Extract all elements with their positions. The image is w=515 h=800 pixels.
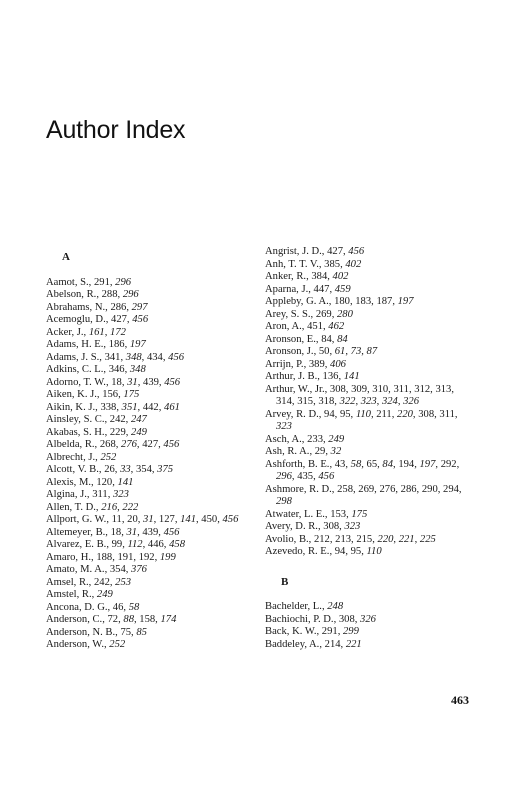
author-name: Acker, J. [46,326,84,338]
page-ref: 249 [131,426,147,438]
page-ref: 308 [338,613,355,625]
page-ref: 313 [435,383,452,395]
page-ref: 459 [334,283,351,295]
author-name: Avery, D. R. [265,521,318,532]
page-ref: 194 [398,458,415,470]
index-entry: Ashforth, B. E., 43, 58, 65, 84, 194, 197, 292, 296, 435, 456 [265,458,460,482]
page-ref: 141 [117,476,134,488]
page-ref: 211 [376,408,392,420]
index-entry: Back, K. W., 291, 299 [265,626,359,637]
index-entry: Alcott, V. B., 26, 33, 354, 375 [46,464,174,475]
author-name: Baddeley, A. [265,638,320,650]
page-ref: 308 [329,383,346,395]
index-entry: Alexis, M., 120, 141 [46,476,134,488]
page-ref: 18 [111,376,122,388]
page-ref: 94 [324,408,335,420]
index-entry: Altemeyer, B., 18, 31, 439, 456 [46,526,180,538]
index-entry: Aron, A., 451, 462 [265,321,345,332]
author-name: Altemeyer, B. [46,526,106,538]
author-name: Acemoglu, D. [46,314,106,325]
page-ref: 183 [355,296,372,307]
page-ref: 292 [440,458,457,470]
page-ref: 456 [318,471,335,482]
page-ref: 296 [276,471,292,482]
page-ref: 222 [122,501,139,513]
page-ref: 338 [100,401,117,413]
author-name: Albrecht, J. [46,451,96,463]
index-entry: Adams, H. E., 186, 197 [46,339,146,350]
author-name: Abrahams, N. [46,301,106,313]
page-ref: 456 [163,439,180,450]
author-name: Ash, R. A. [265,446,310,457]
page-ref: 297 [131,301,148,313]
page-ref: 33 [120,464,131,475]
author-name: Anderson, W. [46,639,104,650]
page-ref: 311 [439,408,455,420]
page-ref: 180 [334,296,350,307]
page-ref: 248 [327,601,344,612]
page-ref: 127 [158,514,175,525]
page-ref: 161 [88,326,105,338]
page-ref: 451 [307,321,323,332]
page-ref: 61 [334,346,346,357]
page-ref: 242 [109,414,126,425]
author-name: Amato, M. A. [46,564,105,575]
index-entry: Allen, T. D., 216, 222 [46,501,139,513]
author-name: Amsel, R. [46,576,89,588]
page-ref: 84 [321,333,332,345]
index-entry: Ashmore, R. D., 258, 269, 276, 286, 290, 294, 298 [265,483,462,507]
index-entry: Abrahams, N., 286, 297 [46,301,148,313]
page-ref: 291 [93,276,110,288]
page-ref: 456 [168,351,185,363]
page-ref: 268 [99,439,116,450]
page-ref: 323 [113,489,129,500]
page-ref: 249 [96,589,113,600]
page-ref: 269 [358,483,375,495]
author-name: Arrijn, P. [265,358,304,370]
page-ref: 221 [398,533,415,545]
page-ref: 456 [163,526,180,538]
index-entry: Amsel, R., 242, 253 [46,576,132,588]
page-ref: 213 [335,533,352,545]
page-ref: 31 [127,376,138,388]
author-name: Arvey, R. D. [265,408,319,420]
page-ref: 84 [337,333,348,345]
author-name: Aron, A. [265,321,302,332]
author-name: Anker, R. [265,271,307,282]
page-ref: 215 [356,533,373,545]
author-name: Back, K. W. [265,626,317,637]
entry-list-a-continued [265,246,470,559]
index-entry: Aikin, K. J., 338, 351, 442, 461 [46,401,180,413]
page-ref: 252 [109,639,126,650]
page-title: Author Index [46,116,186,144]
page-ref: 290 [421,483,438,495]
page-ref: 348 [125,351,142,363]
section-letter-b: B [281,575,289,588]
page-ref: 197 [419,458,436,470]
page-ref: 385 [324,258,341,270]
page-ref: 172 [110,326,126,338]
index-entry: Abelson, R., 288, 296 [46,289,139,300]
page-ref: 112 [127,539,143,550]
page-ref: 310 [372,383,389,395]
page-ref: 402 [345,258,362,270]
page-ref: 324 [381,396,398,407]
page-ref: 192 [138,551,155,563]
page-ref: 323 [360,396,377,407]
author-name: Aronson, J. [265,346,314,357]
page-ref: 351 [121,401,138,413]
page-ref: 233 [307,433,323,445]
index-entry: Adorno, T. W., 18, 31, 439, 456 [46,376,181,388]
page-ref: 58 [350,458,362,470]
index-entry: Bachelder, L., 248 [265,601,344,612]
page-ref: 214 [324,638,341,650]
page-ref: 73 [350,346,362,357]
index-entry: Baddeley, A., 214, 221 [265,638,362,650]
index-entry: Azevedo, R. E., 94, 95, 110 [265,546,382,557]
page-ref: 326 [403,396,420,407]
page-ref: 43 [334,458,346,470]
page-ref: 26 [104,464,115,475]
index-entry: Ash, R. A., 29, 32 [265,446,342,457]
author-name: Bachelder, L. [265,601,322,612]
page-ref: 197 [397,296,414,307]
page-ref: 456 [164,376,181,388]
index-entry: Alvarez, E. B., 99, 112, 446, 458 [46,539,185,550]
author-name: Anh, T. T. V. [265,258,319,270]
index-entry: Amstel, R., 249 [46,589,113,600]
index-entry: Akabas, S. H., 229, 249 [46,426,147,438]
page-ref: 32 [330,446,342,457]
page-ref: 314 [276,396,292,407]
page-ref: 354 [135,464,152,475]
page-ref: 323 [344,521,361,532]
page-ref: 288 [101,289,118,300]
page-ref: 442 [142,401,159,413]
page-ref: 434 [146,351,163,363]
page-ref: 75 [120,626,132,638]
page-ref: 286 [400,483,417,495]
page-ref: 50 [318,346,330,357]
page-ref: 456 [348,246,365,257]
page-ref: 216 [101,501,118,513]
page-ref: 110 [355,408,371,420]
page-ref: 299 [342,626,359,637]
page-ref: 308 [418,408,435,420]
page-ref: 286 [110,301,127,313]
page-ref: 88 [123,614,134,625]
page-ref: 462 [328,321,345,332]
author-name: Adorno, T. W. [46,376,106,388]
page-ref: 249 [328,433,345,445]
index-entry: Arthur, W., Jr., 308, 309, 310, 311, 312, 313, 314, 315, 318, 322, 323, 324, 326 [265,383,454,407]
index-entry: Anh, T. T. V., 385, 402 [265,258,362,270]
page-ref: 252 [100,451,117,463]
page-ref: 323 [276,421,292,432]
page-ref: 94 [334,546,346,557]
page-ref: 225 [419,533,436,545]
page-ref: 296 [115,276,132,288]
page-ref: 31 [126,526,138,538]
index-entry: Bachiochi, P. D., 308, 326 [265,613,376,625]
page-ref: 156 [102,389,119,400]
index-entry: Angrist, J. D., 427, 456 [265,246,365,257]
page-ref: 120 [96,476,113,488]
page-ref: 456 [222,514,239,525]
author-name: Aamot, S. [46,276,89,288]
page-ref: 312 [414,383,431,395]
page-ref: 406 [330,358,346,370]
page-ref: 29 [314,446,326,457]
index-entry: Avolio, B., 212, 213, 215, 220, 221, 225 [265,533,436,545]
author-name: Arthur, J. B. [265,371,318,382]
author-name: Adams, H. E. [46,339,104,350]
author-name: Anderson, C. [46,614,103,625]
page-ref: 427 [327,246,343,257]
page-ref: 315 [297,396,314,407]
author-name: Alcott, V. B. [46,464,99,475]
index-entry: Albrecht, J., 252 [46,451,117,463]
page-ref: 46 [112,601,124,613]
page-ref: 311 [92,489,108,500]
page-ref: 318 [318,396,335,407]
author-name: Bachiochi, P. D. [265,613,334,625]
index-entry: Arthur, J. B., 136, 141 [265,371,360,382]
author-name: Angrist, J. D. [265,246,322,257]
author-name: Alexis, M. [46,476,92,488]
index-entry: Arvey, R. D., 94, 95, 110, 211, 220, 308, 311, 323 [265,408,458,432]
index-entry: Ancona, D. G., 46, 58 [46,601,140,613]
author-name: Abelson, R. [46,289,97,300]
author-name: Arey, S. S. [265,308,311,320]
page-ref: 402 [332,271,349,282]
author-name: Ainsley, S. C. [46,414,105,425]
page-ref: 18 [110,526,122,538]
index-entry: Amaro, H., 188, 191, 192, 199 [46,551,176,563]
page-ref: 458 [169,539,185,550]
author-name: Arthur, W., Jr. [265,383,325,395]
author-name: Allen, T. D. [46,501,96,513]
page-ref: 294 [443,483,459,495]
page-ref: 427 [111,314,127,325]
page-ref: 322 [339,396,356,407]
index-entry: Avery, D. R., 308, 323 [265,521,361,532]
index-entry: Aronson, J., 50, 61, 73, 87 [265,346,378,357]
index-entry: Asch, A., 233, 249 [265,433,345,445]
author-name: Aparna, J. [265,283,309,295]
page-ref: 174 [160,614,177,625]
author-name: Adams, J. S. [46,351,100,363]
page-ref: 175 [351,508,368,520]
page-ref: 188 [96,551,113,563]
page-ref: 456 [132,314,149,325]
page-ref: 439 [143,376,159,388]
page-ref: 95 [350,546,362,557]
page-ref: 72 [107,614,119,625]
page-ref: 136 [322,371,339,382]
page-ref: 354 [109,564,126,575]
index-entry: Aronson, E., 84, 84 [265,333,348,345]
index-entry: Appleby, G. A., 180, 183, 187, 197 [265,296,414,307]
author-name: Aikin, K. J. [46,401,96,413]
page-ref: 348 [129,364,146,375]
page-ref: 446 [147,539,164,550]
index-entry: Arey, S. S., 269, 280 [265,308,353,320]
page-ref: 341 [104,351,121,363]
index-entry: Aiken, K. J., 156, 175 [46,389,140,400]
entry-list-a [46,277,251,652]
page-ref: 221 [345,638,362,650]
page-ref: 447 [313,283,330,295]
page-ref: 435 [297,471,314,482]
author-name: Albelda, R. [46,439,95,450]
index-entry: Amato, M. A., 354, 376 [46,564,147,575]
author-name: Aiken, K. J. [46,389,97,400]
page-ref: 376 [131,564,147,575]
page-ref: 276 [379,483,396,495]
page-ref: 110 [366,546,382,557]
page-ref: 199 [159,551,176,563]
page-ref: 258 [337,483,353,495]
author-name: Ashmore, R. D. [265,483,332,495]
index-entry: Anderson, N. B., 75, 85 [46,626,147,638]
author-name: Ancona, D. G. [46,601,108,613]
index-entry: Acker, J., 161, 172 [46,326,126,338]
section-letter-a: A [62,251,70,263]
page-ref: 375 [157,464,174,475]
page-ref: 276 [121,439,137,450]
page-ref: 141 [180,514,196,525]
page-ref: 197 [129,339,146,350]
author-name: Anderson, N. B. [46,626,116,638]
page-ref: 220 [377,533,394,545]
author-name: Amstel, R. [46,589,92,600]
page-ref: 220 [397,408,413,420]
author-name: Ashforth, B. E. [265,458,330,470]
author-name: Aronson, E. [265,333,316,345]
page-number: 463 [451,693,469,707]
page-ref: 85 [136,626,147,638]
author-name: Azevedo, R. E. [265,546,330,557]
author-name: Algina, J. [46,489,87,500]
page-ref: 309 [351,383,367,395]
page-ref: 280 [337,308,353,320]
index-entry: Acemoglu, D., 427, 456 [46,314,149,325]
page-ref: 58 [128,601,140,613]
page-ref: 326 [360,613,376,625]
index-entry: Aamot, S., 291, 296 [46,276,132,288]
author-name: Appleby, G. A. [265,296,329,307]
page-ref: 153 [330,508,347,520]
index-entry: Atwater, L. E., 153, 175 [265,508,368,520]
page-ref: 87 [366,346,378,357]
page-ref: 389 [308,358,325,370]
author-name: Atwater, L. E. [265,508,325,520]
author-name: Alvarez, E. B. [46,539,107,550]
page-ref: 158 [139,614,156,625]
page-ref: 247 [130,414,147,425]
index-entry: Arrijn, P., 389, 406 [265,358,346,370]
index-entry: Ainsley, S. C., 242, 247 [46,414,147,425]
page-ref: 191 [117,551,134,563]
author-name: Allport, G. W. [46,514,107,525]
page-ref: 65 [366,458,378,470]
page-ref: 212 [313,533,330,545]
page-ref: 296 [122,289,139,300]
index-entry: Anker, R., 384, 402 [265,271,349,282]
page-ref: 427 [142,439,159,450]
page-ref: 187 [376,296,393,307]
page-ref: 11 [111,514,122,525]
author-name: Amaro, H. [46,551,92,563]
page-ref: 242 [93,576,110,588]
index-entry: Albelda, R., 268, 276, 427, 456 [46,439,180,450]
index-column-left [46,246,251,652]
author-name: Avolio, B. [265,533,309,545]
page-ref: 253 [115,576,132,588]
page-ref: 308 [323,521,340,532]
page-ref: 95 [339,408,351,420]
page-ref: 31 [143,514,154,525]
author-name: Asch, A. [265,433,302,445]
index-entry: Algina, J., 311, 323 [46,489,129,500]
index-entry: Aparna, J., 447, 459 [265,283,351,295]
page-ref: 84 [382,458,394,470]
index-entry: Allport, G. W., 11, 20, 31, 127, 141, 450, 456 [46,514,239,525]
index-entry: Adkins, C. L., 346, 348 [46,364,146,375]
index-entry: Adams, J. S., 341, 348, 434, 456 [46,351,185,363]
page-ref: 461 [164,401,180,413]
page-ref: 450 [201,514,218,525]
page-ref: 141 [343,371,360,382]
page-ref: 439 [142,526,159,538]
page-ref: 99 [111,539,123,550]
author-name: Akabas, S. H. [46,426,105,438]
page-ref: 298 [276,496,292,507]
author-name: Adkins, C. L. [46,364,104,375]
index-entry: Anderson, C., 72, 88, 158, 174 [46,614,177,625]
page-ref: 346 [108,364,125,375]
page-ref: 269 [315,308,332,320]
page-ref: 175 [123,389,140,400]
index-column-right [265,246,470,651]
page-ref: 20 [127,514,138,525]
page-ref: 291 [321,626,338,637]
entry-list-b [265,601,470,651]
index-entry: Anderson, W., 252 [46,639,126,650]
page-ref: 229 [109,426,126,438]
page-ref: 311 [393,383,409,395]
page-ref: 186 [108,339,125,350]
page-ref: 384 [311,271,328,282]
